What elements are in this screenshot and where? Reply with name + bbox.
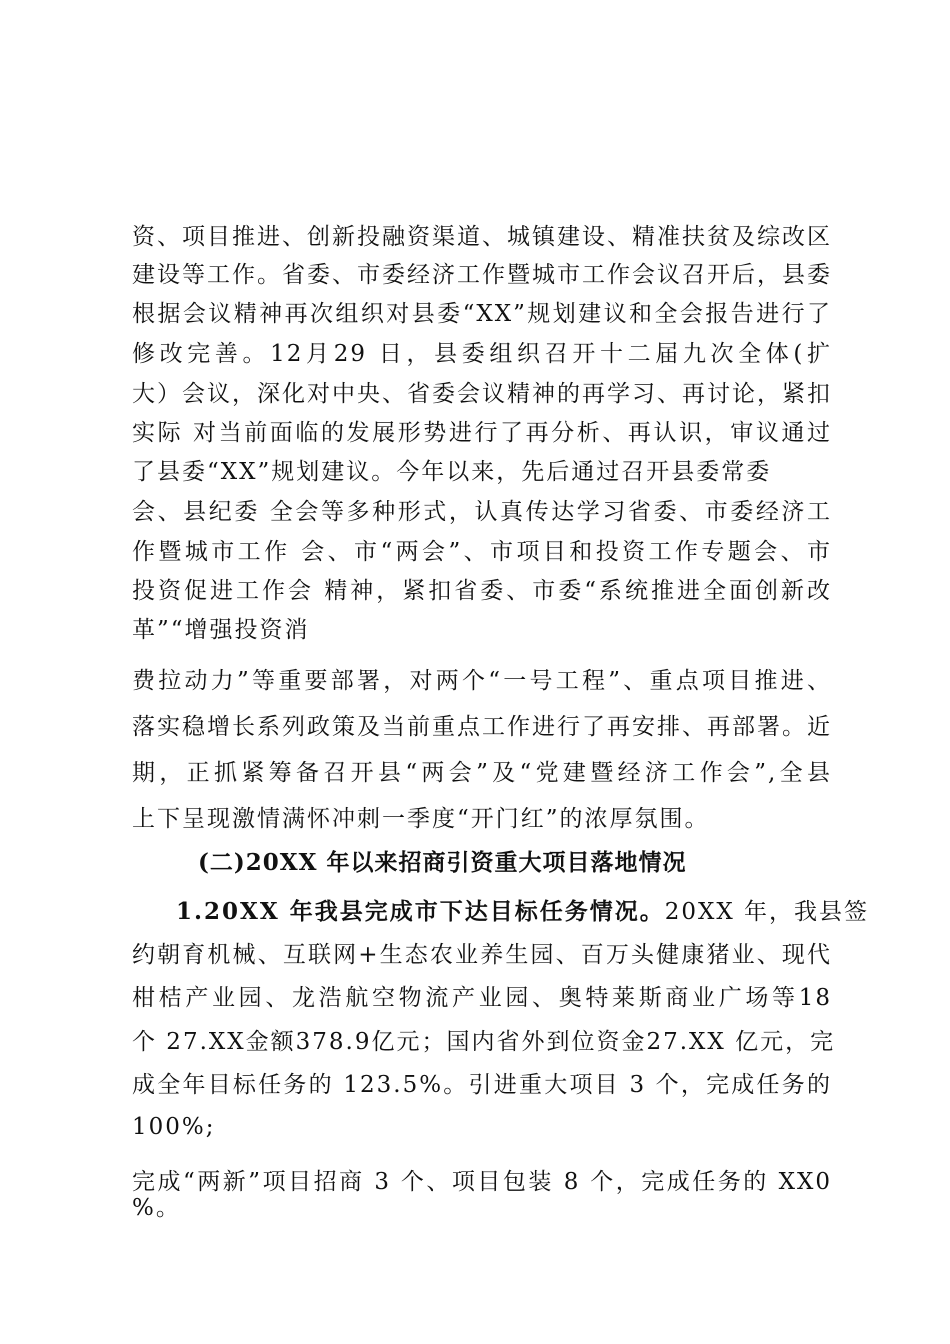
paragraph-2-line-3: 期，正抓紧筹备召开县“两会”及“党建暨经济工作会”,全县 <box>132 760 832 786</box>
paragraph-3-line-3: 柑桔产业园、龙浩航空物流产业园、奥特莱斯商业广场等18 <box>132 985 832 1011</box>
paragraph-1-line-11: 革”“增强投资消 <box>132 617 310 643</box>
paragraph-2-line-4: 上下呈现激情满怀冲刺一季度“开门红”的浓厚氛围。 <box>132 806 710 832</box>
section-heading: (二)20XX 年以来招商引资重大项目落地情况 <box>198 849 687 876</box>
paragraph-1-line-5: 大）会议，深化对中央、省委会议精神的再学习、再讨论，紧扣 <box>132 381 832 407</box>
paragraph-4-line-2: %。 <box>132 1195 181 1221</box>
paragraph-3-line-5: 成全年目标任务的 123.5%。引进重大项目 3 个，完成任务的 <box>132 1072 832 1098</box>
paragraph-2-line-1: 费拉动力”等重要部署，对两个“一号工程”、重点项目推进、 <box>132 668 832 694</box>
paragraph-1-line-10: 投资促进工作会 精神，紧扣省委、市委“系统推进全面创新改 <box>132 578 832 604</box>
paragraph-3-line-6: 100%; <box>132 1114 216 1140</box>
paragraph-4-line-1: 完成“两新”项目招商 3 个、项目包装 8 个，完成任务的 XX0 <box>132 1169 832 1195</box>
paragraph-2-line-2: 落实稳增长系列政策及当前重点工作进行了再安排、再部署。近 <box>132 714 832 740</box>
paragraph-1-line-3: 根据会议精神再次组织对县委“XX”规划建议和全会报告进行了 <box>132 301 832 327</box>
paragraph-1-line-9: 作暨城市工作 会、市“两会”、市项目和投资工作专题会、市 <box>132 539 832 565</box>
paragraph-1-line-4: 修改完善。12月29 日，县委组织召开十二届九次全体(扩 <box>132 341 832 367</box>
paragraph-3-lead-rest: 20XX 年，我县签 <box>664 899 870 925</box>
paragraph-3-line-1 <box>176 897 870 927</box>
paragraph-3-line-4: 个 27.XX金额378.9亿元；国内省外到位资金27.XX 亿元，完 <box>132 1029 836 1055</box>
paragraph-1-line-6: 实际 对当前面临的发展形势进行了再分析、再认识，审议通过 <box>132 420 832 446</box>
paragraph-1-line-8: 会、县纪委 全会等多种形式，认真传达学习省委、市委经济工 <box>132 499 832 525</box>
paragraph-1-line-1: 资、项目推进、创新投融资渠道、城镇建设、精准扶贫及综改区 <box>132 224 832 250</box>
paragraph-3-line-2: 约朝育机械、互联网+生态农业养生园、百万头健康猪业、现代 <box>132 942 832 968</box>
paragraph-1-line-2: 建设等工作。省委、市委经济工作暨城市工作会议召开后，县委 <box>132 262 832 288</box>
paragraph-1-line-7: 了县委“XX”规划建议。今年以来，先后通过召开县委常委 <box>132 459 772 485</box>
paragraph-3-lead-bold: 1.20XX 年我县完成市下达目标任务情况。 <box>176 898 665 925</box>
